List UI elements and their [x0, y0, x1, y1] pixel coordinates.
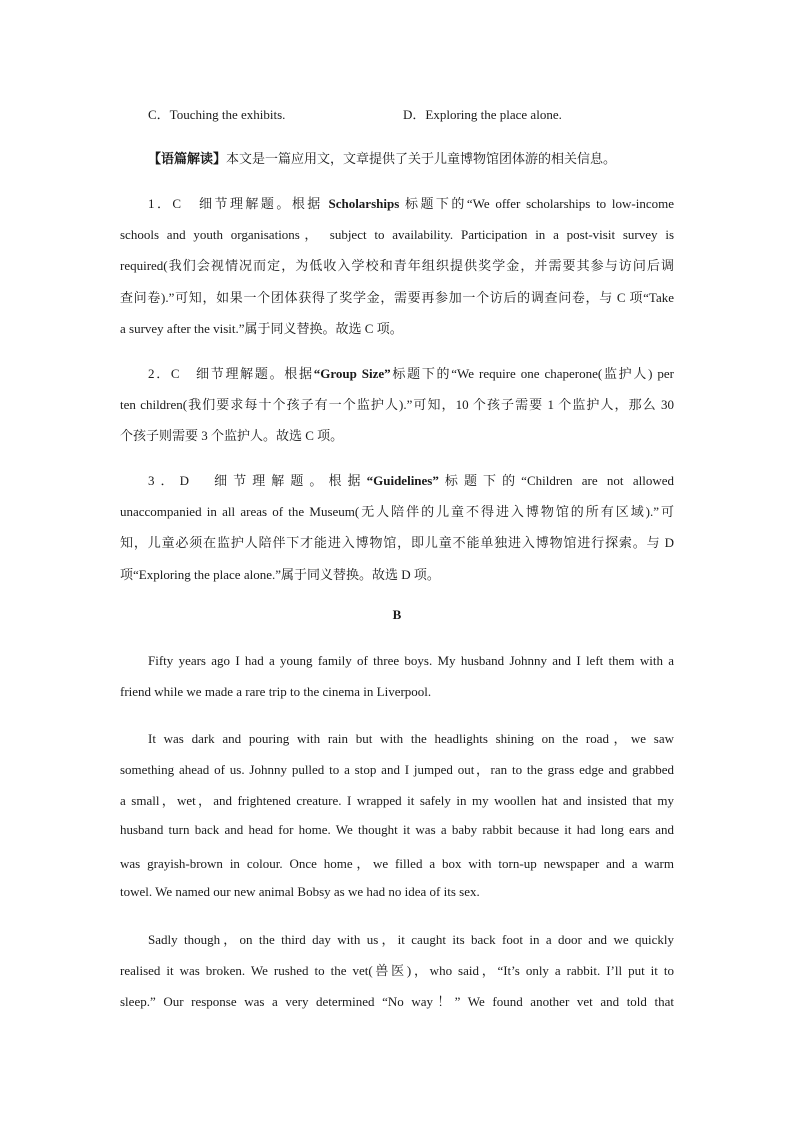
story-1-line-2: friend while we made a rare trip to the cinema in Liverpool. [120, 684, 432, 699]
story-2-line-3: a small，wet，and frightened creature. I wrapped it safely in my woollen hat and insisted that my [120, 793, 674, 808]
answer-1-line-1: 1．C 细节理解题。根据 Scholarships 标题下的“We offer scholarships to low-income [148, 196, 674, 211]
answer-1-line-5: a survey after the visit.”属于同义替换。故选 C 项。 [120, 321, 403, 336]
story-1-line-1: Fifty years ago I had a young family of three boys. My husband Johnny and I left them with a [148, 653, 674, 668]
answer-3-line-4: 项“Exploring the place alone.”属于同义替换。故选 D 项。 [120, 567, 440, 582]
answer-options-row [148, 104, 674, 124]
story-2-line-2: something ahead of us. Johnny pulled to a stop and I jumped out，ran to the grass edge and grabbed [120, 762, 674, 777]
summary-text: 【语篇解读】本文是一篇应用文，文章提供了关于儿童博物馆团体游的相关信息。 [148, 151, 617, 166]
story-2-line-4: husband turn back and head for home. We thought it was a baby rabbit because it had long ears and [120, 822, 674, 837]
answer-2-line-2: ten children(我们要求每十个孩子有一个监护人).”可知，10 个孩子需要 1 个监护人，那么 30 [120, 397, 674, 412]
story-3-line-3: sleep.” Our response was a very determined “No way！” We found another vet and told that [120, 994, 674, 1009]
answer-3-line-2: unaccompanied in all areas of the Museum(无人陪伴的儿童不得进入博物馆的所有区域).”可 [120, 504, 674, 519]
answer-2-line-1: 2．C 细节理解题。根据“Group Size”标题下的“We require one chaperone(监护人) per [148, 366, 674, 381]
story-3-line-1: Sadly though，on the third day with us，it caught its back foot in a door and we quickly [148, 932, 674, 947]
section-heading-b: B [392, 607, 402, 622]
story-2-line-5: was grayish-brown in colour. Once home，we filled a box with torn-up newspaper and a warm [120, 856, 674, 871]
answer-1-line-2: schools and youth organisations， subject to availability. Participation in a post-visit survey is [120, 227, 674, 242]
answer-3-line-1: 3．D 细节理解题。根据“Guidelines”标题下的“Children are not allowed [148, 473, 675, 488]
answer-2-line-3: 个孩子则需要 3 个监护人。故选 C 项。 [120, 428, 344, 443]
answer-3-line-3: 知，儿童必须在监护人陪伴下才能进入博物馆，即儿童不能单独进入博物馆进行探索。与 D [120, 535, 674, 550]
option-d: D．Exploring the place alone. [403, 107, 562, 122]
story-3-line-2: realised it was broken. We rushed to the vet(兽医)，who said，“It’s only a rabbit. I’ll put it to [120, 963, 674, 978]
story-2-line-6: towel. We named our new animal Bobsy as we had no idea of its sex. [120, 884, 480, 899]
answer-1-line-4: 查问卷).”可知，如果一个团体获得了奖学金，需要再参加一个访后的调查问卷，与 C 项“Take [120, 290, 674, 305]
story-2-line-1: It was dark and pouring with rain but with the headlights shining on the road，we saw [148, 731, 674, 746]
option-c: C．Touching the exhibits. [148, 107, 286, 122]
answer-1-line-3: required(我们会视情况而定，为低收入学校和青年组织提供奖学金，并需要其参与访问后调 [120, 258, 674, 273]
